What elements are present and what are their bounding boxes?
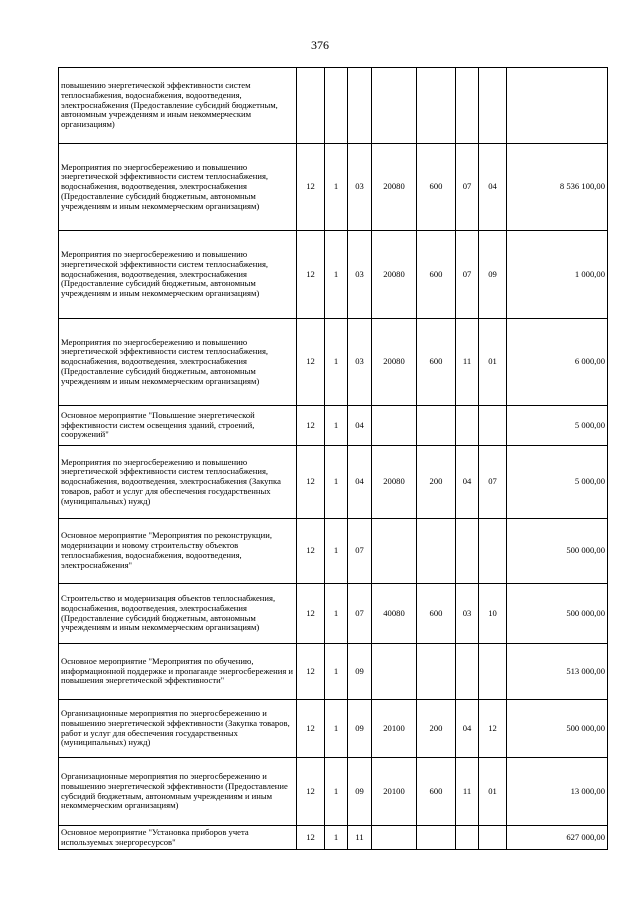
row-amount: 6 000,00 <box>507 319 608 406</box>
row-code-c7: 07 <box>479 446 507 519</box>
row-code-c4 <box>372 644 417 700</box>
row-code-c2: 1 <box>325 758 348 826</box>
row-code-c2: 1 <box>325 319 348 406</box>
table-row <box>59 406 608 446</box>
row-code-c7: 10 <box>479 584 507 644</box>
table-row <box>59 231 608 319</box>
page-number: 376 <box>311 38 329 52</box>
row-code-c6: 07 <box>456 231 479 319</box>
row-code-c1: 12 <box>297 584 325 644</box>
row-code-c1 <box>297 68 325 144</box>
table-row <box>59 758 608 826</box>
row-amount: 8 536 100,00 <box>507 144 608 231</box>
row-amount: 5 000,00 <box>507 406 608 446</box>
row-code-c2: 1 <box>325 700 348 758</box>
row-description: Мероприятия по энергосбережению и повышению энергетической эффективности систем теплоснабжения, водоснабжения, водоотведения, электроснабжения (Предоставление субсидий бюджетным, автономным учреждениям и иным некоммерческим организациям) <box>59 144 297 231</box>
row-amount: 500 000,00 <box>507 519 608 584</box>
row-description: Основное мероприятие "Повышение энергетической эффективности систем освещения зданий, строений, сооружений" <box>59 406 297 446</box>
row-code-c5 <box>417 644 456 700</box>
row-code-c6 <box>456 826 479 850</box>
row-code-c5 <box>417 68 456 144</box>
row-description: Организационные мероприятия по энергосбережению и повышению энергетической эффективности (Предоставление субсидий бюджетным, автономным учреждениям и иным некоммерческим организациям) <box>59 758 297 826</box>
budget-table <box>58 67 608 850</box>
row-code-c6: 04 <box>456 446 479 519</box>
row-code-c7: 12 <box>479 700 507 758</box>
row-code-c3: 03 <box>348 144 372 231</box>
row-code-c7: 09 <box>479 231 507 319</box>
row-code-c3: 03 <box>348 231 372 319</box>
row-code-c6: 11 <box>456 319 479 406</box>
row-code-c7 <box>479 406 507 446</box>
row-description: Организационные мероприятия по энергосбережению и повышению энергетической эффективности (Закупка товаров, работ и услуг для обеспечения государственных (муниципальных) нужд) <box>59 700 297 758</box>
row-code-c5: 200 <box>417 700 456 758</box>
row-code-c4: 20080 <box>372 144 417 231</box>
row-description: Мероприятия по энергосбережению и повышению энергетической эффективности систем теплоснабжения, водоснабжения, водоотведения, электроснабжения (Закупка товаров, работ и услуг для обеспечения государственных (муниципальных) нужд) <box>59 446 297 519</box>
row-code-c1: 12 <box>297 406 325 446</box>
row-code-c1: 12 <box>297 144 325 231</box>
row-code-c5: 600 <box>417 144 456 231</box>
row-code-c3: 09 <box>348 644 372 700</box>
row-code-c6: 11 <box>456 758 479 826</box>
row-code-c2: 1 <box>325 826 348 850</box>
row-code-c5: 600 <box>417 758 456 826</box>
table-row <box>59 144 608 231</box>
table-row <box>59 319 608 406</box>
row-code-c1: 12 <box>297 644 325 700</box>
row-code-c4 <box>372 406 417 446</box>
row-description: Мероприятия по энергосбережению и повышению энергетической эффективности систем теплоснабжения, водоснабжения, водоотведения, электроснабжения (Предоставление субсидий бюджетным, автономным учреждениям и иным некоммерческим организациям) <box>59 231 297 319</box>
row-code-c2: 1 <box>325 406 348 446</box>
row-description: Основное мероприятие "Мероприятия по реконструкции, модернизации и новому строительству объектов теплоснабжения, водоснабжения, водоотведения, электроснабжения" <box>59 519 297 584</box>
row-amount: 513 000,00 <box>507 644 608 700</box>
table-row <box>59 644 608 700</box>
row-amount: 627 000,00 <box>507 826 608 850</box>
row-description: Основное мероприятие "Мероприятия по обучению, информационной поддержке и пропаганде энергосбережения и повышения энергетической эффективности" <box>59 644 297 700</box>
table-row <box>59 584 608 644</box>
row-code-c3: 11 <box>348 826 372 850</box>
row-amount: 13 000,00 <box>507 758 608 826</box>
row-code-c2: 1 <box>325 644 348 700</box>
row-code-c7 <box>479 519 507 584</box>
row-code-c4 <box>372 68 417 144</box>
row-amount: 500 000,00 <box>507 584 608 644</box>
row-code-c3: 07 <box>348 519 372 584</box>
row-description: Основное мероприятие "Установка приборов учета используемых энергоресурсов" <box>59 826 297 850</box>
row-code-c6 <box>456 68 479 144</box>
row-code-c5 <box>417 406 456 446</box>
row-description: повышению энергетической эффективности систем теплоснабжения, водоснабжения, водоотведения, электроснабжения (Предоставление субсидий бюджетным, автономным учреждениям и иным некоммерческим организациям) <box>59 68 297 144</box>
row-code-c7 <box>479 68 507 144</box>
row-code-c4 <box>372 519 417 584</box>
row-code-c5: 600 <box>417 319 456 406</box>
row-code-c5 <box>417 826 456 850</box>
row-code-c4: 20080 <box>372 231 417 319</box>
row-code-c4 <box>372 826 417 850</box>
row-code-c2: 1 <box>325 584 348 644</box>
row-code-c2: 1 <box>325 144 348 231</box>
row-code-c5 <box>417 519 456 584</box>
row-code-c2: 1 <box>325 519 348 584</box>
row-code-c3: 09 <box>348 758 372 826</box>
row-description: Строительство и модернизация объектов теплоснабжения, водоснабжения, водоотведения, электроснабжения (Предоставление субсидий бюджетным, автономным учреждениям и иным некоммерческим организациям) <box>59 584 297 644</box>
row-code-c3: 04 <box>348 446 372 519</box>
row-code-c4: 20080 <box>372 446 417 519</box>
row-code-c7: 01 <box>479 758 507 826</box>
row-code-c6 <box>456 519 479 584</box>
row-code-c6: 04 <box>456 700 479 758</box>
table-row <box>59 68 608 144</box>
row-code-c4: 20080 <box>372 319 417 406</box>
row-code-c6 <box>456 406 479 446</box>
row-code-c6: 03 <box>456 584 479 644</box>
row-code-c4: 40080 <box>372 584 417 644</box>
row-amount <box>507 68 608 144</box>
table-row <box>59 826 608 850</box>
table-row <box>59 446 608 519</box>
row-code-c3: 04 <box>348 406 372 446</box>
row-code-c1: 12 <box>297 519 325 584</box>
table-row <box>59 519 608 584</box>
row-code-c5: 600 <box>417 231 456 319</box>
row-code-c6: 07 <box>456 144 479 231</box>
table-row <box>59 700 608 758</box>
row-code-c7: 01 <box>479 319 507 406</box>
row-code-c1: 12 <box>297 231 325 319</box>
row-code-c4: 20100 <box>372 758 417 826</box>
row-code-c3 <box>348 68 372 144</box>
row-code-c2: 1 <box>325 446 348 519</box>
row-description: Мероприятия по энергосбережению и повышению энергетической эффективности систем теплоснабжения, водоснабжения, водоотведения, электроснабжения (Предоставление субсидий бюджетным, автономным учреждениям и иным некоммерческим организациям) <box>59 319 297 406</box>
row-code-c3: 07 <box>348 584 372 644</box>
row-code-c2 <box>325 68 348 144</box>
row-code-c3: 09 <box>348 700 372 758</box>
row-code-c5: 200 <box>417 446 456 519</box>
row-code-c7 <box>479 826 507 850</box>
row-amount: 500 000,00 <box>507 700 608 758</box>
row-code-c5: 600 <box>417 584 456 644</box>
row-code-c1: 12 <box>297 319 325 406</box>
row-code-c3: 03 <box>348 319 372 406</box>
row-code-c1: 12 <box>297 700 325 758</box>
row-code-c1: 12 <box>297 758 325 826</box>
row-code-c6 <box>456 644 479 700</box>
row-code-c4: 20100 <box>372 700 417 758</box>
row-amount: 1 000,00 <box>507 231 608 319</box>
row-code-c1: 12 <box>297 826 325 850</box>
row-amount: 5 000,00 <box>507 446 608 519</box>
row-code-c7 <box>479 644 507 700</box>
row-code-c1: 12 <box>297 446 325 519</box>
row-code-c2: 1 <box>325 231 348 319</box>
row-code-c7: 04 <box>479 144 507 231</box>
